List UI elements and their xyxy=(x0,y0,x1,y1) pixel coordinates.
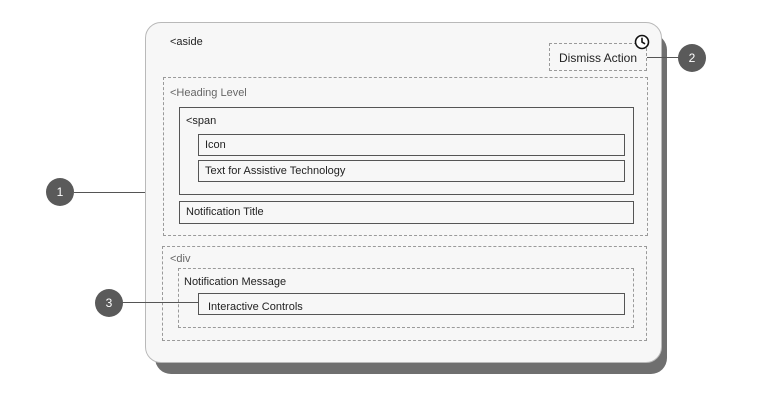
assistive-text-box: Text for Assistive Technology xyxy=(198,160,625,182)
span-label: <span xyxy=(186,115,217,127)
callout-2: 2 xyxy=(678,44,706,72)
aside-label: <aside xyxy=(170,36,203,48)
notification-title-box: Notification Title xyxy=(179,201,634,224)
interactive-controls-box: Interactive Controls xyxy=(198,293,625,315)
heading-level-label: <Heading Level xyxy=(170,87,247,99)
callout-2-line xyxy=(647,57,680,58)
icon-box: Icon xyxy=(198,134,625,156)
callout-1: 1 xyxy=(46,178,74,206)
notification-message-label: Notification Message xyxy=(184,276,287,288)
clock-icon xyxy=(634,34,650,50)
dismiss-action-box: Dismiss Action xyxy=(549,43,647,71)
callout-3-line xyxy=(122,302,198,303)
div-label: <div xyxy=(170,253,191,265)
callout-1-line xyxy=(74,192,145,193)
callout-3: 3 xyxy=(95,289,123,317)
